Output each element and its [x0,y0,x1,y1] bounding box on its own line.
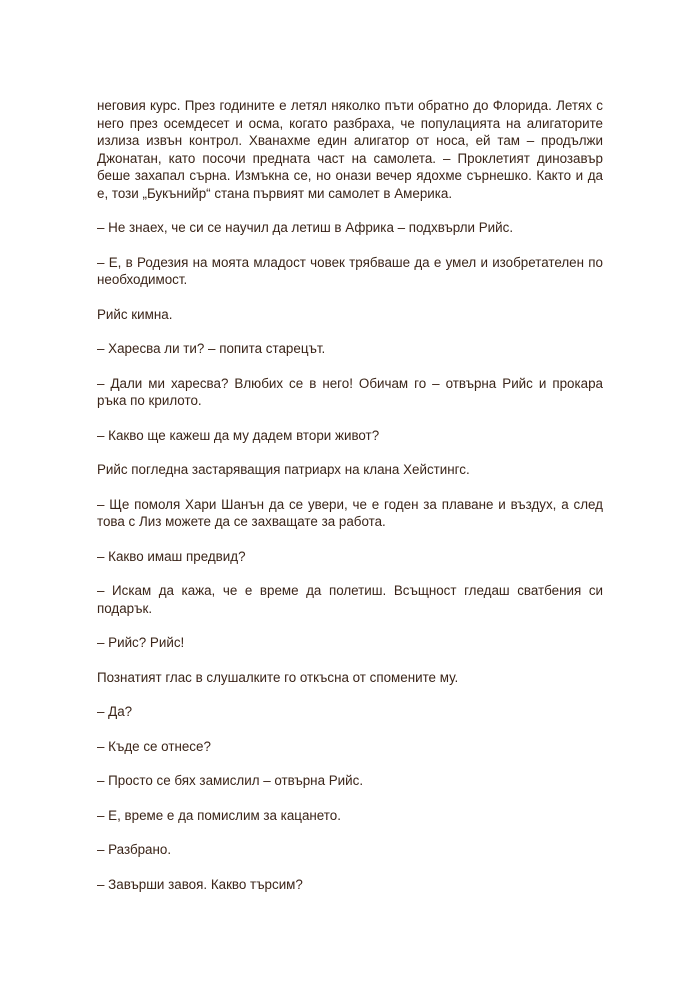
paragraph: – Е, в Родезия на моята младост човек трябваше да е умел и изобретателен по необходимост. [97,254,603,287]
paragraph: – Искам да кажа, че е време да полетиш. Всъщност гледаш сватбения си подарък. [97,583,603,616]
paragraph: – Какво имаш предвид? [97,548,246,564]
paragraph: – Къде се отнесе? [97,738,211,754]
page-text [97,97,603,893]
paragraph: – Харесва ли ти? – попита старецът. [97,341,326,356]
paragraph: – Ще помоля Хари Шанън да се увери, че е годен за плаване и въздух, а след това с Лиз можете да се захващате за работа. [97,496,603,529]
paragraph: Познатият глас в слушалките го откъсна от спомените му. [97,669,459,685]
paragraph: – Рийс? Рийс! [97,635,185,650]
paragraph: неговия курс. През годините е летял няколко пъти обратно до Флорида. Летях с него през осемдесет и осма, когато разбраха, че популацията на алигаторите излиза извън контрол. Хванахме един алигатор от носа, ей там – продължи Джонатан, като посочи предната част на самолета. – Проклетият динозавър беше захапал сърна. Измъкна се, но онази вечер ядохме сърнешко. Както и да е, този „Букънийр“ стана първият ми самолет в Америка. [97,98,603,201]
paragraph: Рийс погледна застаряващия патриарх на клана Хейстингс. [97,462,470,477]
paragraph: Рийс кимна. [97,306,173,322]
paragraph: – Да? [97,704,133,719]
paragraph: – Завърши завоя. Какво търсим? [97,876,303,892]
paragraph: – Разбрано. [97,842,172,857]
paragraph: – Просто се бях замислил – отвърна Рийс. [97,773,364,788]
paragraph: – Е, време е да помислим за кацането. [97,807,341,823]
paragraph: – Дали ми харесва? Влюбих се в него! Обичам го – отвърна Рийс и прокара ръка по крилото. [97,375,603,408]
paragraph: – Какво ще кажеш да му дадем втори живот? [97,427,380,443]
paragraph: – Не знаех, че си се научил да летиш в Африка – подхвърли Рийс. [97,220,514,235]
